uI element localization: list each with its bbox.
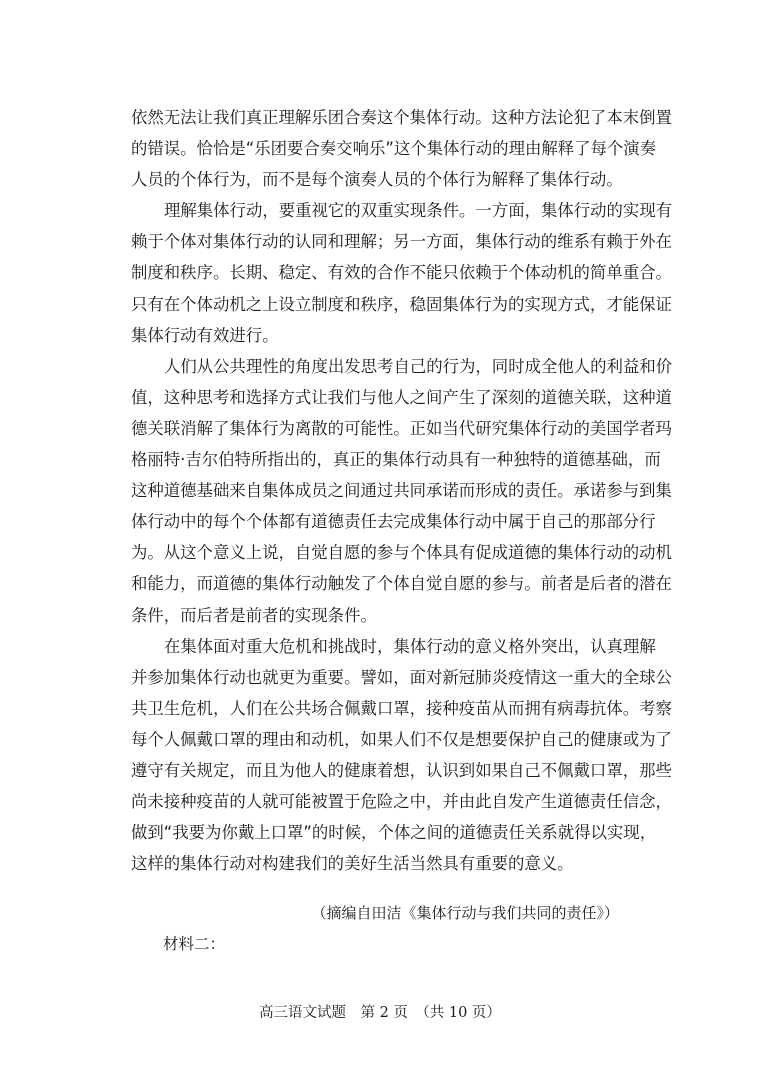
material-two-label: 材料二：	[163, 935, 226, 953]
text-line: 在集体面对重大危机和挑战时，集体行动的意义格外突出，认真理解	[164, 636, 656, 656]
text-line: 人员的个体行为，而不是每个演奏人员的个体行为解释了集体行动。	[131, 170, 623, 190]
article-body	[131, 102, 673, 879]
text-line: 遵守有关规定，而且为他人的健康着想，认识到如果自己不佩戴口罩，那些	[131, 760, 672, 780]
text-line: 格丽特·吉尔伯特所指出的，真正的集体行动具有一种独特的道德基础，而	[131, 450, 661, 470]
text-line: 每个人佩戴口罩的理由和动机，如果人们不仅是想要保护自己的健康或为了	[131, 729, 672, 749]
text-line: 做到“我要为你戴上口罩”的时候，个体之间的道德责任关系就得以实现，	[131, 823, 657, 843]
text-line: 只有在个体动机之上设立制度和秩序，稳固集体行为的实现方式，才能保证	[131, 294, 672, 314]
text-line: 德关联消解了集体行为离散的可能性。正如当代研究集体行动的美国学者玛	[131, 418, 672, 438]
source-citation: （摘编自田洁《集体行动与我们共同的责任》）	[311, 904, 619, 922]
paragraph	[131, 631, 672, 880]
text-line: 为。从这个意义上说，自觉自愿的参与个体具有促成道德的集体行动的动机	[131, 543, 672, 563]
text-line: 这种道德基础来自集体成员之间通过共同承诺而形成的责任。承诺参与到集	[131, 481, 672, 501]
text-line: 共卫生危机，人们在公共场合佩戴口罩，接种疫苗从而拥有病毒抗体。考察	[131, 698, 672, 718]
text-line: 集体行动有效进行。	[131, 325, 279, 345]
text-line: 人们从公共理性的角度出发思考自己的行为，同时成全他人的利益和价	[164, 356, 673, 376]
paragraph	[131, 351, 673, 631]
text-line: 制度和秩序。长期、稳定、有效的合作不能只依赖于个体动机的简单重合。	[131, 263, 672, 283]
text-line: 这样的集体行动对构建我们的美好生活当然具有重要的意义。	[131, 854, 574, 874]
text-line: 赖于个体对集体行动的认同和理解；另一方面，集体行动的维系有赖于外在	[131, 232, 672, 252]
page-footer: 高三语文试题 第 2 页 （共 10 页）	[259, 1005, 501, 1021]
text-line: 和能力，而道德的集体行动触发了个体自觉自愿的参与。前者是后者的潜在	[131, 574, 672, 594]
text-line: 理解集体行动，要重视它的双重实现条件。一方面，集体行动的实现有	[164, 201, 673, 221]
paragraph	[131, 195, 673, 350]
text-line: 依然无法让我们真正理解乐团合奏这个集体行动。这种方法论犯了本末倒置	[131, 108, 672, 127]
text-line: 体行动中的每个个体都有道德责任去完成集体行动中属于自己的那部分行	[131, 512, 656, 532]
text-line: 的错误。恰恰是“乐团要合奏交响乐”这个集体行动的理由解释了每个演奏	[131, 139, 657, 159]
text-line: 尚未接种疫苗的人就可能被置于危险之中，并由此自发产生道德责任信念，	[131, 792, 672, 812]
text-line: 条件，而后者是前者的实现条件。	[131, 605, 377, 625]
text-line: 并参加集体行动也就更为重要。譬如，面对新冠肺炎疫情这一重大的全球公	[131, 667, 672, 687]
paragraph	[131, 102, 672, 195]
text-line: 值，这种思考和选择方式让我们与他人之间产生了深刻的道德关联，这种道	[131, 387, 672, 407]
